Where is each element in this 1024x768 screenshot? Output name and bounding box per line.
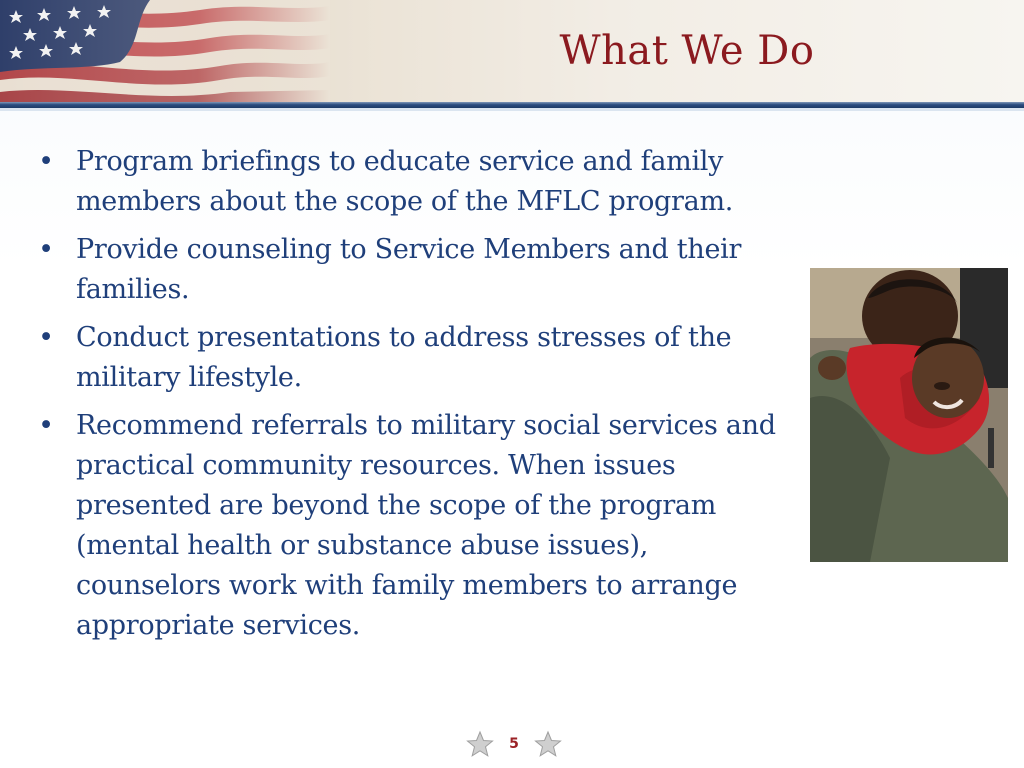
bullet-icon: • xyxy=(38,322,54,353)
slide-title: What We Do xyxy=(559,28,815,74)
bullet-item xyxy=(36,318,796,398)
slide-header xyxy=(0,0,1024,102)
bullet-item xyxy=(36,230,796,310)
bullet-text: Recommend referrals to military social services and practical community resources. When issues presented are beyond the scope of the program (mental health or substance abuse issues), counselors work with family members to arrange appropriate services. xyxy=(76,410,776,641)
bullet-item xyxy=(36,406,796,646)
star-icon xyxy=(534,730,562,758)
bullet-item xyxy=(36,142,796,222)
bullet-list xyxy=(36,142,796,646)
header-divider-highlight xyxy=(0,108,1024,111)
slide-body xyxy=(36,142,796,654)
bullet-icon: • xyxy=(38,410,54,441)
bullet-icon: • xyxy=(38,146,54,177)
slide-footer xyxy=(466,728,562,760)
soldier-hugging-child-photo xyxy=(810,268,1008,562)
bullet-text: Conduct presentations to address stresses of the military lifestyle. xyxy=(76,322,732,393)
bullet-text: Provide counseling to Service Members and their families. xyxy=(76,234,742,305)
page-number: 5 xyxy=(509,736,519,752)
star-icon xyxy=(466,730,494,758)
bullet-text: Program briefings to educate service and family members about the scope of the MFLC program. xyxy=(76,146,734,217)
american-flag-banner xyxy=(0,0,330,102)
bullet-icon: • xyxy=(38,234,54,265)
photo-illustration xyxy=(810,268,1008,562)
